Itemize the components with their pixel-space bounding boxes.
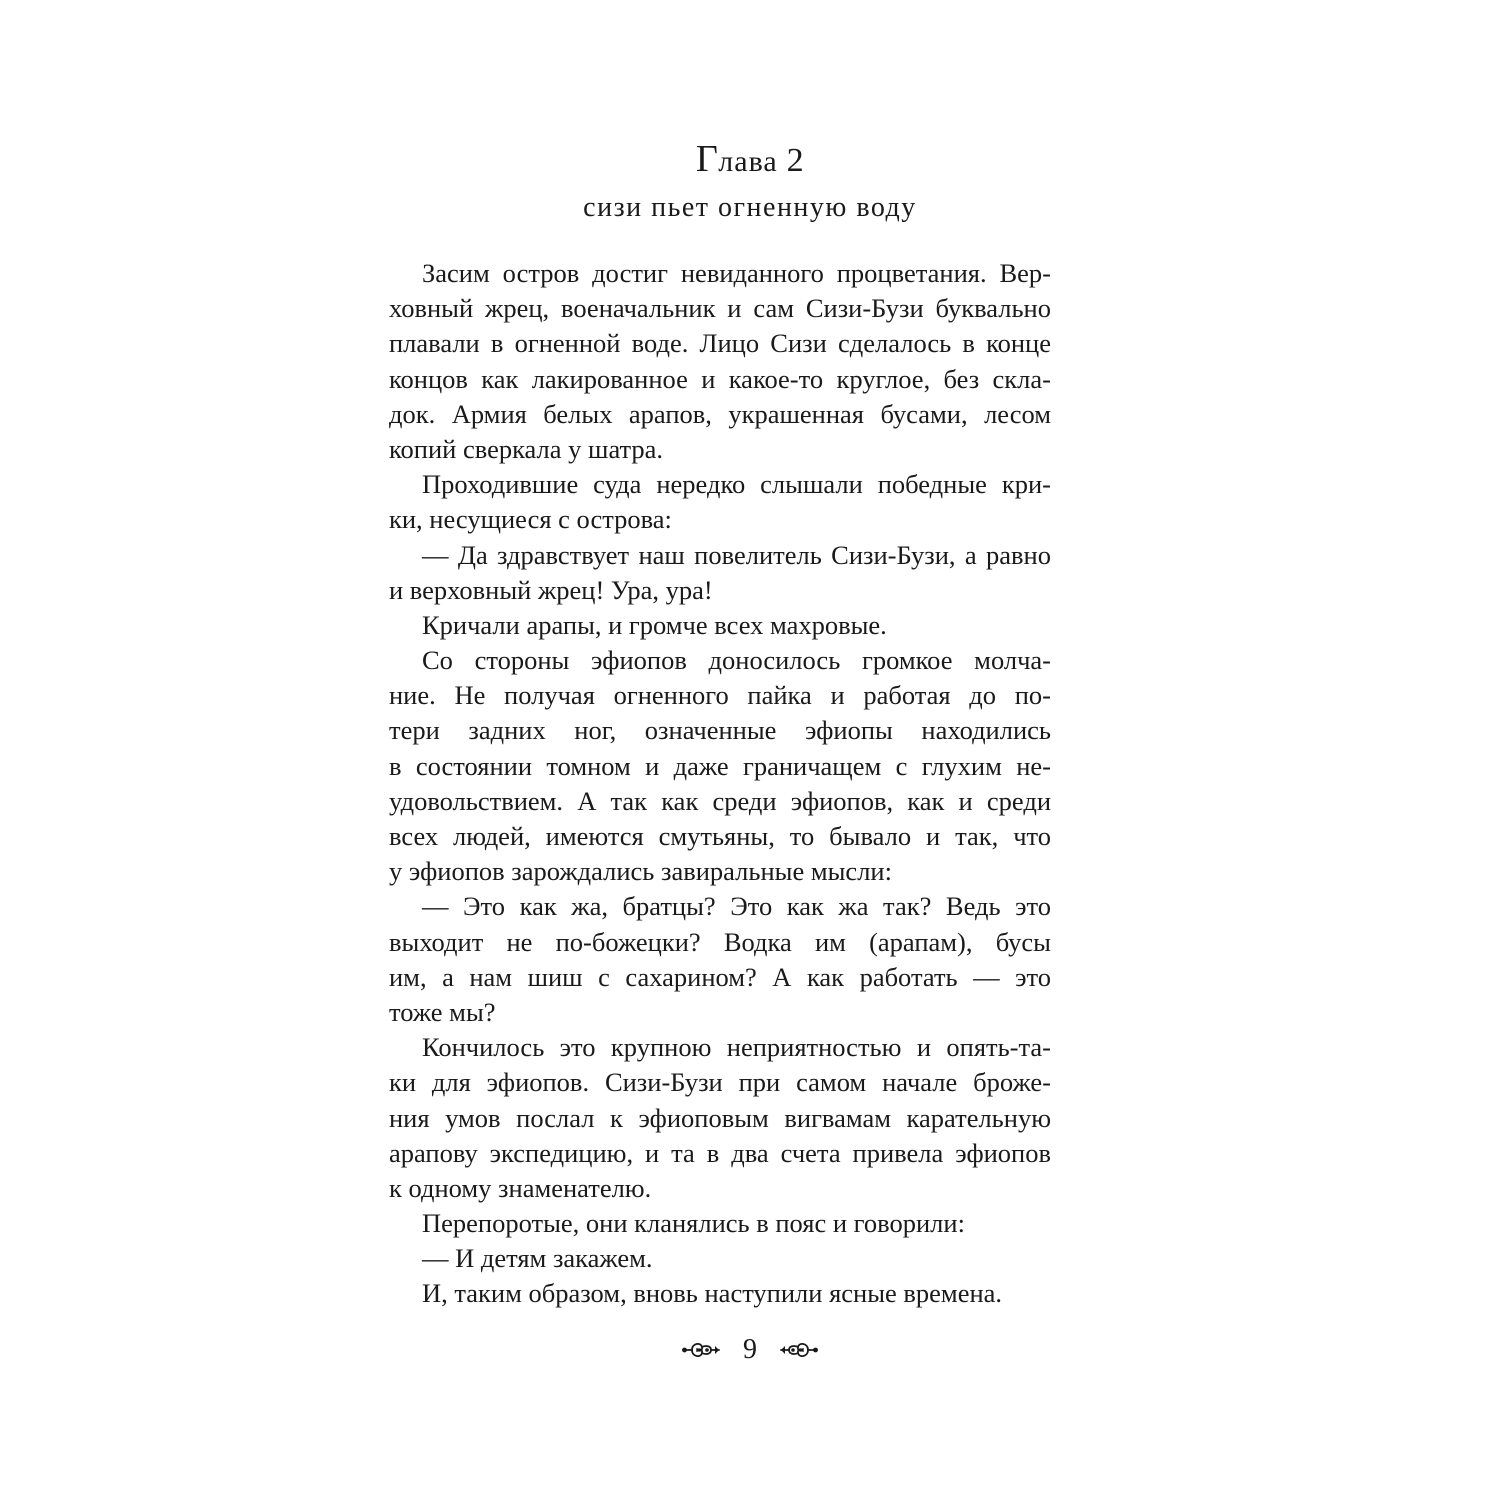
text-line: — И детям закажем.	[422, 1243, 653, 1274]
text-line: ховный жрец, военачальник и сам Сизи-Бузи буквально	[389, 293, 1051, 324]
text-line: выходит не по-божецки? Водка им (арапам), бусы	[389, 926, 1051, 957]
text-line: и верховный жрец! Ура, ура!	[389, 574, 713, 605]
body-text	[389, 256, 1051, 1312]
text-line: удовольствием. А так как среди эфиопов, как и среди	[389, 785, 1051, 816]
text-line: у эфиопов зарождались завиральные мысли:	[389, 856, 892, 887]
text-line: тери задних ног, означенные эфиопы находились	[389, 715, 1051, 746]
chapter-number: 2	[786, 142, 805, 179]
text-line: Со стороны эфиопов доносилось громкое молча-	[422, 645, 1051, 676]
text-line: — Да здравствует наш повелитель Сизи-Бузи, а равно	[422, 539, 1051, 570]
fleuron-left-icon	[681, 1335, 721, 1365]
text-line: концов как лакированное и какое-то круглое, без скла-	[389, 363, 1051, 394]
text-line: ние. Не получая огненного пайка и работая до по-	[389, 680, 1051, 711]
text-line: док. Армия белых арапов, украшенная бусами, лесом	[389, 398, 1051, 429]
text-line: тоже мы?	[389, 996, 496, 1027]
chapter-subtitle: сизи пьет огненную воду	[583, 192, 917, 223]
text-line: в состоянии томном и даже граничащем с глухим не-	[389, 750, 1051, 781]
text-line: Кричали арапы, и громче всех махровые.	[422, 609, 887, 640]
page-number: 9	[743, 1334, 757, 1365]
text-line: Засим остров достиг невиданного процветания. Вер-	[422, 258, 1051, 288]
text-line: Проходившие суда нередко слышали победные кри-	[422, 469, 1051, 500]
text-line: И, таким образом, вновь наступили ясные времена.	[422, 1278, 1003, 1309]
text-line: ки, несущиеся с острова:	[389, 504, 672, 535]
text-line: арапову экспедицию, и та в два счета привела эфиопов	[389, 1137, 1051, 1168]
text-line: к одному знаменателю.	[389, 1172, 652, 1203]
text-line: Перепоротые, они кланялись в пояс и говорили:	[422, 1208, 965, 1239]
text-line: всех людей, имеются смутьяны, то бывало и так, что	[389, 821, 1051, 851]
chapter-title-capital: Г	[695, 138, 719, 180]
text-line: ки для эфиопов. Сизи-Бузи при самом начале броже-	[389, 1067, 1051, 1098]
chapter-title	[0, 136, 1500, 185]
fleuron-right-icon	[779, 1335, 819, 1365]
chapter-title-word: лава	[718, 145, 778, 178]
text-line: им, а нам шиш с сахарином? А как работать — это	[389, 961, 1051, 992]
text-line: плавали в огненной воде. Лицо Сизи сделалось в конце	[389, 328, 1051, 359]
text-line: — Это как жа, братцы? Это как жа так? Ведь это	[422, 891, 1051, 922]
text-line: Кончилось это крупною неприятностью и опять-та-	[422, 1032, 1051, 1063]
text-line: копий сверкала у шатра.	[389, 433, 664, 464]
text-line: ния умов послал к эфиоповым вигвамам карательную	[389, 1102, 1051, 1133]
page-footer	[0, 1330, 1500, 1370]
